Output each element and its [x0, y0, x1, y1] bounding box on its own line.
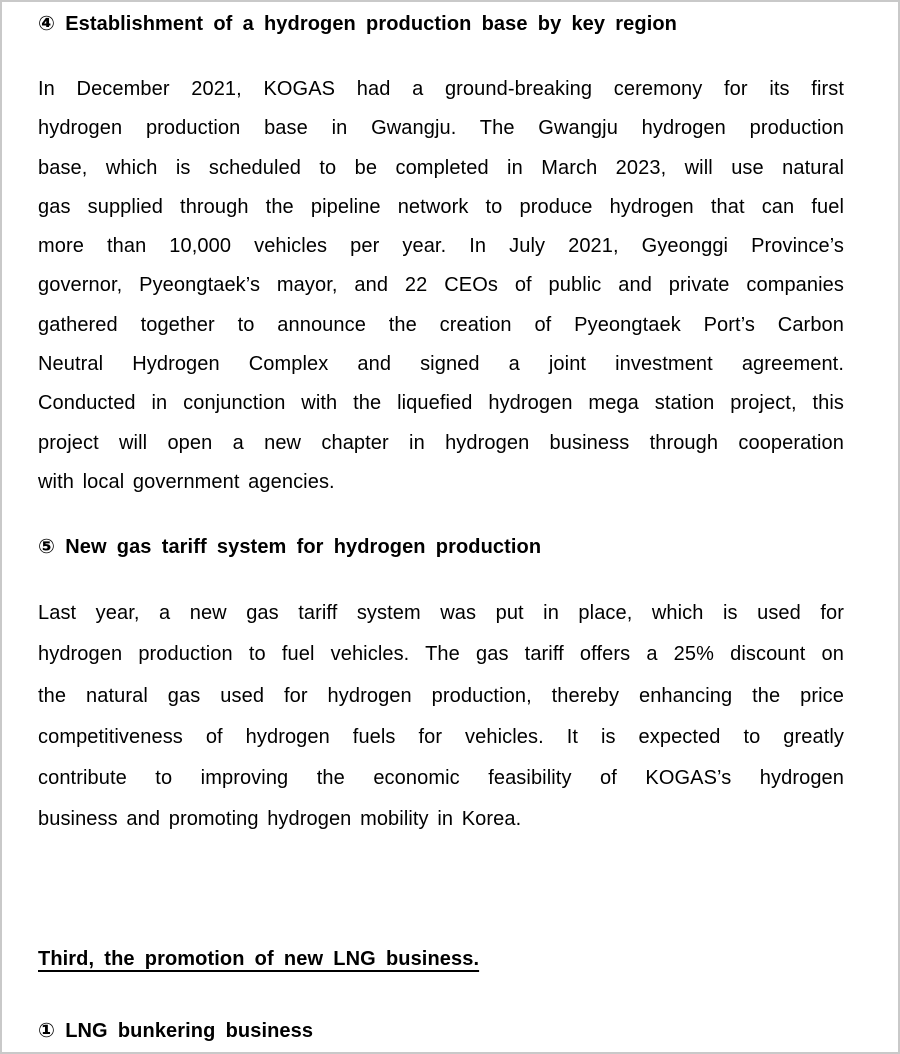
paragraph-line: business and promoting hydrogen mobility in Korea. [38, 808, 522, 831]
paragraph-line: the natural gas used for hydrogen production, thereby enhancing the price [38, 684, 844, 707]
paragraph-line: In December 2021, KOGAS had a ground-breaking ceremony for its first [38, 78, 844, 100]
section-heading-gas-tariff: ⑤ New gas tariff system for hydrogen production [38, 536, 542, 558]
paragraph-line: Neutral Hydrogen Complex and signed a joint investment agreement. [38, 353, 844, 376]
paragraph-line: Last year, a new gas tariff system was put in place, which is used for [38, 602, 844, 624]
paragraph-line: hydrogen production base in Gwangju. The Gwangju hydrogen production [38, 117, 844, 140]
paragraph-hydrogen-base [38, 70, 844, 502]
paragraph-line: governor, Pyeongtaek’s mayor, and 22 CEOs of public and private companies [38, 274, 844, 297]
paragraph-gas-tariff [38, 593, 844, 841]
paragraph-line: with local government agencies. [38, 470, 335, 493]
paragraph-line: project will open a new chapter in hydrogen business through cooperation [38, 431, 844, 454]
paragraph-line: competitiveness of hydrogen fuels for vehicles. It is expected to greatly [38, 725, 844, 748]
paragraph-line: gas supplied through the pipeline network to produce hydrogen that can fuel [38, 195, 844, 218]
section-heading-lng-bunkering: ① LNG bunkering business [38, 1020, 314, 1042]
paragraph-line: base, which is scheduled to be completed in March 2023, will use natural [38, 156, 844, 179]
paragraph-line: gathered together to announce the creation of Pyeongtaek Port’s Carbon [38, 313, 844, 336]
paragraph-line: hydrogen production to fuel vehicles. The gas tariff offers a 25% discount on [38, 643, 844, 666]
paragraph-line: Conducted in conjunction with the liquefied hydrogen mega station project, this [38, 392, 844, 415]
section-heading-hydrogen-base: ④ Establishment of a hydrogen production base by key region [38, 13, 677, 35]
heading-third-lng-promotion: Third, the promotion of new LNG business. [38, 948, 480, 970]
paragraph-line: more than 10,000 vehicles per year. In July 2021, Gyeonggi Province’s [38, 235, 844, 258]
paragraph-line: contribute to improving the economic feasibility of KOGAS’s hydrogen [38, 767, 844, 790]
